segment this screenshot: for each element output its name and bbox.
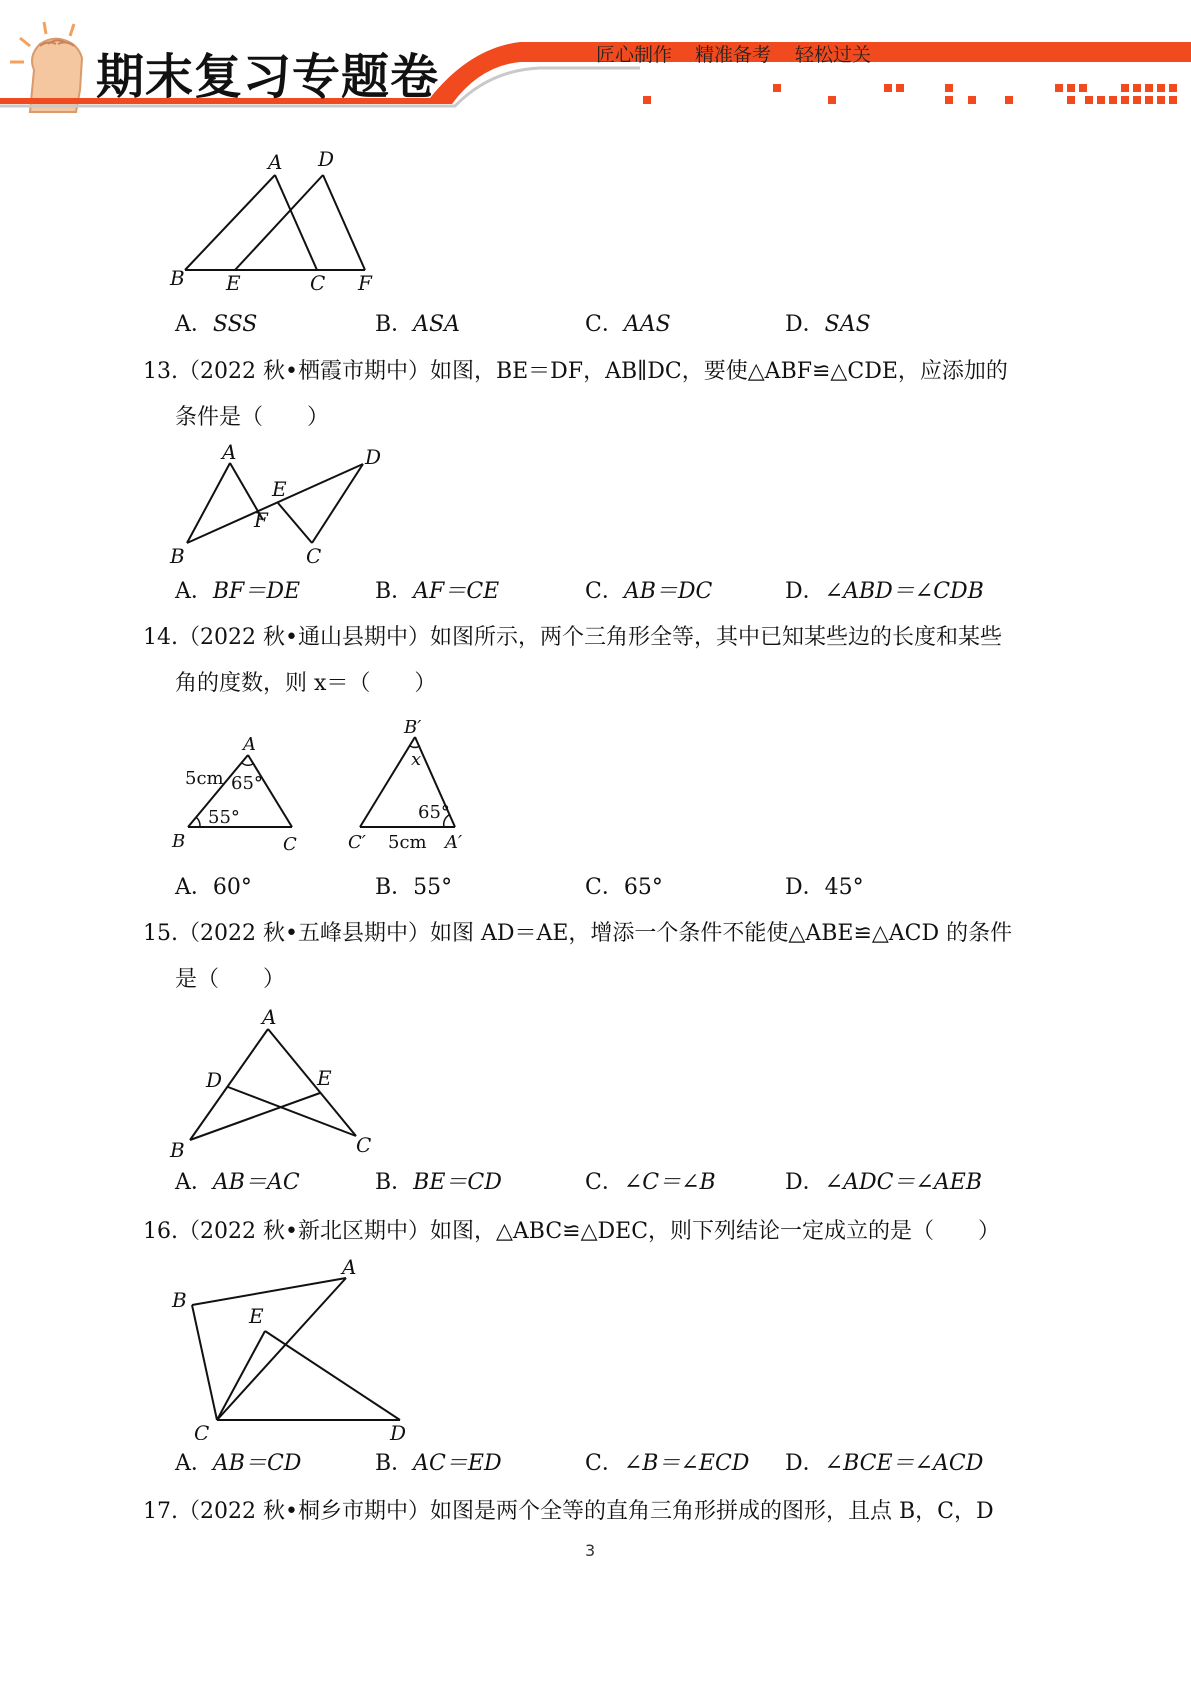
q14-option-d: D．45° bbox=[785, 875, 864, 900]
decorative-squares bbox=[643, 84, 1177, 104]
q13-option-c: C．AB＝DC bbox=[585, 579, 713, 604]
q14-label-x: x bbox=[411, 749, 422, 770]
page-number: 3 bbox=[585, 1541, 596, 1560]
q14-label-b: B bbox=[172, 831, 186, 852]
q13-option-d: D．∠ABD＝∠CDB bbox=[785, 579, 984, 604]
q12-option-d: D．SAS bbox=[785, 312, 871, 337]
q14-question-line-1: 14.（2022 秋•通山县期中）如图所示，两个三角形全等，其中已知某些边的长度和某些 bbox=[143, 625, 1002, 650]
q13-label-e: E bbox=[272, 477, 287, 501]
page-header bbox=[0, 0, 1191, 120]
q15-label-d: D bbox=[206, 1068, 223, 1092]
q12-option-c: C．AAS bbox=[585, 312, 671, 337]
q14-label-a-prime: A′ bbox=[445, 832, 463, 853]
q13-figure bbox=[160, 440, 390, 570]
q13-label-c: C bbox=[306, 544, 322, 568]
q13-label-b: B bbox=[170, 544, 185, 568]
q15-option-b: B．BE＝CD bbox=[375, 1170, 502, 1195]
header-slogan-3: 轻松过关 bbox=[795, 44, 872, 66]
q14-label-angle-a-prime: 65° bbox=[418, 802, 450, 823]
q12-figure bbox=[160, 145, 380, 300]
q13-label-d: D bbox=[365, 445, 382, 469]
q12-option-a: A．SSS bbox=[175, 312, 258, 337]
q14-question-line-2: 角的度数，则 x＝（ ） bbox=[175, 671, 437, 696]
q13-question-line-1: 13.（2022 秋•栖霞市期中）如图，BE＝DF，AB∥DC，要使△ABF≌△CDE，应添加的 bbox=[143, 359, 1008, 384]
q16-label-d: D bbox=[390, 1421, 407, 1440]
q12-label-f: F bbox=[358, 271, 372, 295]
q15-option-d: D．∠ADC＝∠AEB bbox=[785, 1170, 982, 1195]
q15-label-c: C bbox=[356, 1133, 372, 1157]
q15-question-line-2: 是（ ） bbox=[175, 967, 286, 992]
q12-option-b: B．ASA bbox=[375, 312, 461, 337]
q14-label-angle-b: 55° bbox=[208, 807, 240, 828]
q15-question-line-1: 15.（2022 秋•五峰县期中）如图 AD＝AE，增添一个条件不能使△ABE≌△ACD 的条件 bbox=[143, 921, 1013, 946]
q16-option-d: D．∠BCE＝∠ACD bbox=[785, 1451, 984, 1476]
q14-option-c: C．65° bbox=[585, 875, 663, 900]
q15-option-a: A．AB＝AC bbox=[175, 1170, 300, 1195]
q14-label-a: A bbox=[243, 734, 256, 755]
q14-label-side-prime: 5cm bbox=[388, 832, 427, 853]
q13-label-f: F bbox=[254, 508, 268, 532]
q12-label-e: E bbox=[226, 271, 241, 295]
q15-figure bbox=[160, 1005, 390, 1165]
header-slogan-2: 精准备考 bbox=[695, 44, 772, 66]
q15-label-a: A bbox=[262, 1005, 277, 1029]
q16-label-e: E bbox=[249, 1304, 264, 1328]
q15-label-b: B bbox=[170, 1138, 185, 1162]
q16-label-c: C bbox=[194, 1421, 210, 1440]
q16-label-a: A bbox=[342, 1255, 357, 1279]
q14-figure bbox=[160, 715, 480, 860]
q13-question-line-2: 条件是（ ） bbox=[175, 405, 330, 430]
q16-label-b: B bbox=[172, 1288, 187, 1312]
q15-option-c: C．∠C＝∠B bbox=[585, 1170, 716, 1195]
q17-question-line-1: 17.（2022 秋•桐乡市期中）如图是两个全等的直角三角形拼成的图形，且点 B，C，D bbox=[143, 1499, 994, 1524]
q15-label-e: E bbox=[317, 1066, 332, 1090]
q16-figure bbox=[160, 1255, 420, 1440]
q16-question-line-1: 16.（2022 秋•新北区期中）如图，△ABC≌△DEC，则下列结论一定成立的是（ ） bbox=[143, 1219, 1001, 1244]
q16-option-b: B．AC＝ED bbox=[375, 1451, 502, 1476]
q16-option-a: A．AB＝CD bbox=[175, 1451, 302, 1476]
q14-label-angle-a: 65° bbox=[231, 773, 263, 794]
q12-label-d: D bbox=[318, 147, 335, 171]
q14-option-a: A．60° bbox=[175, 875, 252, 900]
q13-option-a: A．BF＝DE bbox=[175, 579, 301, 604]
q13-label-a: A bbox=[222, 440, 237, 464]
q12-label-a: A bbox=[268, 150, 283, 174]
q16-option-c: C．∠B＝∠ECD bbox=[585, 1451, 750, 1476]
q14-label-side: 5cm bbox=[185, 768, 224, 789]
q13-option-b: B．AF＝CE bbox=[375, 579, 500, 604]
q14-label-c-prime: C′ bbox=[348, 832, 366, 853]
header-slogan-1: 匠心制作 bbox=[596, 44, 673, 66]
q12-label-b: B bbox=[170, 266, 185, 290]
q14-option-b: B．55° bbox=[375, 875, 453, 900]
q14-label-b-prime: B′ bbox=[404, 717, 422, 738]
header-title: 期末复习专题卷 bbox=[96, 49, 440, 105]
q12-label-c: C bbox=[310, 271, 326, 295]
q14-label-c: C bbox=[283, 834, 297, 855]
